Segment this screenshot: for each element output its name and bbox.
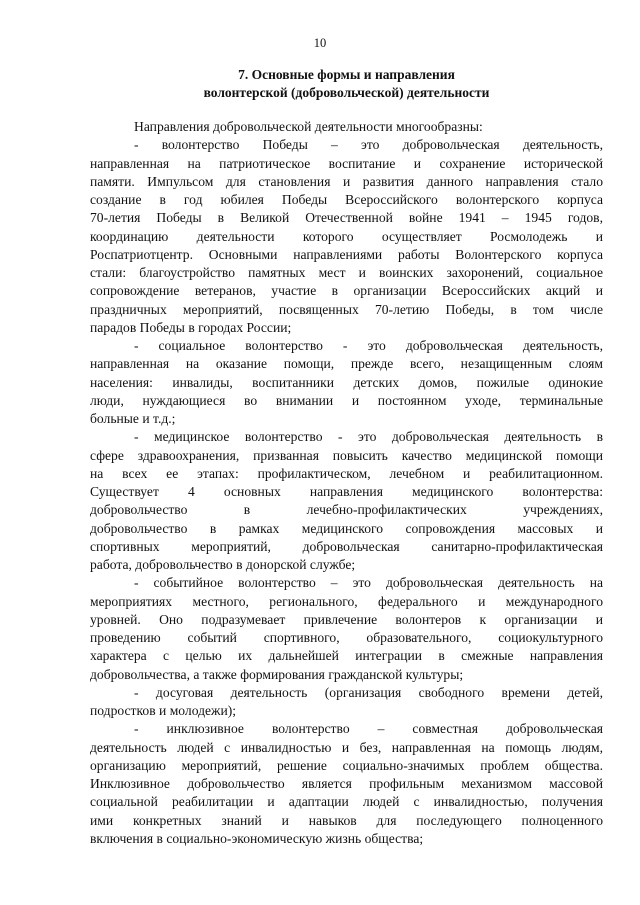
text-line: сопровождение ветеранов, участие в организации Всероссийских акций и (90, 283, 603, 299)
heading-line-1: 7. Основные формы и направления (238, 67, 455, 82)
text-line: сфере здравоохранения, призванная повысить качество медицинской помощи (90, 447, 603, 463)
text-line: больные и т.д.; (90, 411, 176, 426)
text-line: проведению событий спортивного, образовательного, социокультурного (90, 630, 603, 645)
text-line: праздничных мероприятий, посвященных 70-летию Победы, в том числе (90, 301, 603, 317)
text-line: организацию мероприятий, решение социально-значимых проблем общества. (90, 757, 603, 773)
text-line: памяти. Импульсом для становления и развития данного направления стало (90, 173, 603, 189)
text-line: - волонтерство Победы – это добровольческая деятельность, (134, 137, 603, 153)
text-line: стали: благоустройство памятных мест и воинских захоронений, социальное (90, 265, 603, 280)
text-line: направленная на патриотическое воспитание и сохранение исторической (90, 155, 603, 171)
page-number: 10 (313, 36, 327, 50)
text-line: подростков и молодежи); (90, 703, 237, 718)
text-line: координацию деятельности которого осуществляет Росмолодежь и (90, 228, 603, 244)
text-line: населения: инвалиды, воспитанники детских домов, пожилые одинокие (90, 374, 603, 390)
text-line: социальной реабилитации и адаптации людей с инвалидностью, получения (90, 794, 603, 810)
section-heading (90, 66, 603, 102)
text-line: добровольчество в рамках медицинского сопровождения массовых и (90, 520, 603, 536)
text-line: Направления добровольческой деятельности многообразны: (134, 119, 483, 134)
text-line: - событийное волонтерство – это добровольческая деятельность на (134, 575, 603, 591)
text-line: ими конкретных знаний и навыков для последующего полноценного (90, 812, 603, 828)
text-line: - досуговая деятельность (организация свободного времени детей, (134, 684, 603, 700)
text-line: мероприятиях местного, регионального, федерального и международного (90, 593, 603, 609)
text-line: - инклюзивное волонтерство – совместная добровольческая (134, 721, 603, 737)
text-line: направленная на оказание помощи, прежде всего, незащищенным слоям (90, 356, 603, 372)
text-line: деятельность людей с инвалидностью и без, направленная на помощь людям, (90, 739, 603, 755)
text-line: - социальное волонтерство - это добровольческая деятельность, (134, 338, 603, 353)
text-line: уровней. Оно подразумевает привлечение волонтеров к организации и (90, 611, 603, 627)
text-line: работа, добровольчество в донорской службе; (90, 557, 356, 572)
text-line: добровольчества, а также формирования гражданской культуры; (90, 666, 464, 682)
text-line: Роспатриотцентр. Основными направлениями работы Волонтерского корпуса (90, 246, 603, 262)
text-line: 70-летия Победы в Великой Отечественной войне 1941 – 1945 годов, (90, 210, 603, 226)
text-line: создание в год юбилея Победы Всероссийского волонтерского корпуса (90, 192, 603, 207)
text-line: Инклюзивное добровольчество является профильным механизмом массовой (90, 776, 603, 791)
text-line: люди, нуждающиеся во внимании и постоянном уходе, терминальные (90, 392, 603, 408)
text-line: характера с целью их дальнейшей интеграции в смежные направления (90, 648, 603, 664)
text-line: включения в социально-экономическую жизнь общества; (90, 830, 424, 846)
text-line: спортивных мероприятий, добровольческая санитарно-профилактическая (90, 538, 603, 554)
text-line: - медицинское волонтерство - это добровольческая деятельность в (134, 429, 603, 445)
body-text (90, 118, 603, 848)
text-line: парадов Победы в городах России; (90, 319, 292, 335)
text-line: добровольчество в лечебно-профилактических учреждениях, (90, 502, 603, 518)
text-line: Существует 4 основных направления медицинского волонтерства: (90, 484, 603, 499)
text-line: на всех ее этапах: профилактическом, лечебном и реабилитационном. (90, 465, 603, 481)
heading-line-2: волонтерской (добровольческой) деятельности (203, 85, 490, 100)
